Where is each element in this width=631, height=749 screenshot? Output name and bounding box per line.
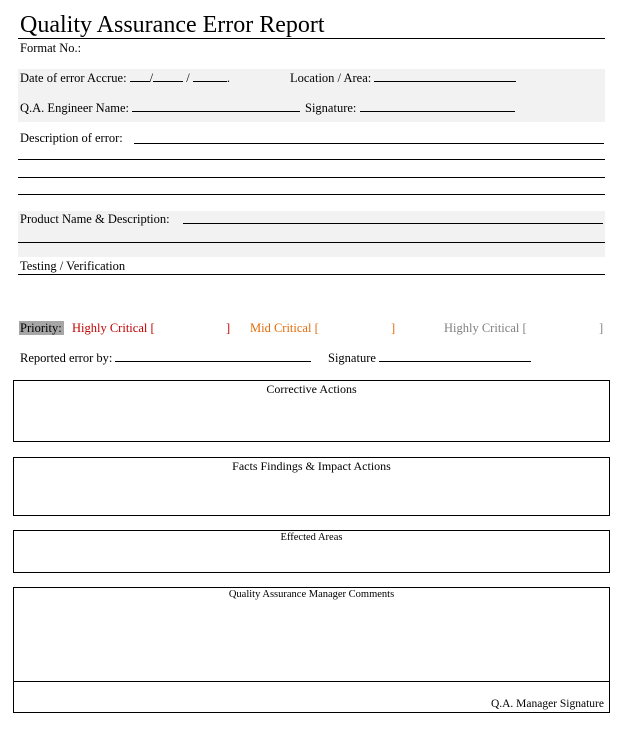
priority-low-close: ]	[599, 321, 604, 335]
reported-signature-field[interactable]	[379, 350, 531, 362]
engineer-signature-label: Signature:	[305, 101, 357, 115]
date-separator: /	[149, 71, 154, 85]
corrective-actions-box[interactable]	[13, 380, 610, 442]
page-title: Quality Assurance Error Report	[20, 12, 325, 38]
description-line-3[interactable]	[18, 177, 605, 178]
engineer-signature-field[interactable]	[360, 100, 515, 112]
priority-mid-open[interactable]: Mid Critical [	[250, 321, 319, 335]
reported-signature-row	[328, 350, 531, 366]
reported-by-label: Reported error by:	[20, 351, 113, 365]
location-label: Location / Area:	[290, 71, 372, 85]
description-line-1[interactable]	[134, 143, 604, 144]
effected-areas-box[interactable]	[13, 530, 610, 573]
priority-label	[19, 320, 64, 336]
date-of-error-label: Date of error Accrue:	[20, 71, 127, 85]
testing-label: Testing / Verification	[20, 259, 126, 273]
manager-comments-title: Quality Assurance Manager Comments	[228, 589, 395, 600]
product-label: Product Name & Description:	[20, 212, 170, 226]
title-rule	[18, 38, 605, 39]
date-year-field[interactable]	[193, 70, 227, 82]
location-row	[290, 70, 516, 86]
description-label: Description of error:	[20, 131, 123, 145]
facts-findings-title: Facts Findings & Impact Actions	[232, 459, 391, 473]
date-month-field[interactable]	[153, 70, 183, 82]
format-no-label: Format No.:	[20, 41, 82, 55]
date-of-error-row	[20, 70, 230, 86]
qa-engineer-field[interactable]	[132, 100, 300, 112]
facts-findings-box[interactable]	[13, 457, 610, 516]
location-field[interactable]	[374, 70, 516, 82]
corrective-actions-title: Corrective Actions	[266, 382, 357, 396]
priority-mid-close: ]	[391, 321, 396, 335]
product-line-2[interactable]	[18, 242, 605, 243]
priority-high-close: ]	[226, 321, 231, 335]
product-line-1[interactable]	[183, 223, 603, 224]
reported-signature-label: Signature	[328, 351, 376, 365]
reported-by-row	[20, 350, 311, 366]
engineer-signature-row	[305, 100, 515, 116]
date-end: .	[226, 71, 231, 85]
testing-line[interactable]	[18, 274, 605, 275]
manager-signature-box[interactable]	[13, 681, 610, 713]
date-separator: /	[186, 71, 190, 85]
manager-comments-box[interactable]	[13, 587, 610, 682]
manager-signature-label: Q.A. Manager Signature	[490, 698, 604, 710]
reported-by-field[interactable]	[115, 350, 311, 362]
date-day-field[interactable]	[130, 70, 150, 82]
effected-areas-title: Effected Areas	[280, 532, 343, 543]
priority-low-open[interactable]: Highly Critical [	[444, 321, 527, 335]
qa-engineer-row	[20, 100, 300, 116]
description-line-2[interactable]	[18, 159, 605, 160]
priority-high-open[interactable]: Highly Critical [	[72, 321, 155, 335]
priority-label-text: Priority:	[20, 321, 62, 335]
description-line-4[interactable]	[18, 194, 605, 195]
qa-engineer-label: Q.A. Engineer Name:	[20, 101, 129, 115]
